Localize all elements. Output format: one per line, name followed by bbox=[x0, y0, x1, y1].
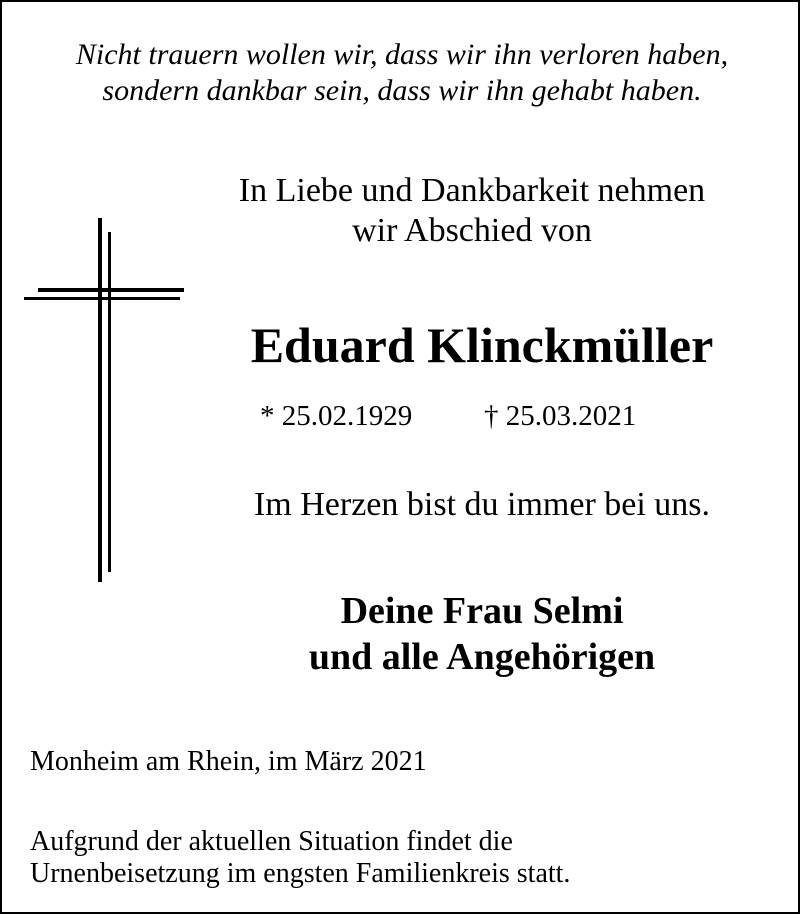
birth-date: * 25.02.1929 bbox=[260, 400, 413, 432]
death-date: † 25.03.2021 bbox=[484, 400, 637, 432]
quote-line-2: sondern dankbar sein, dass wir ihn gehabt haben. bbox=[102, 74, 702, 107]
notice-line-1: Aufgrund der aktuellen Situation findet die bbox=[30, 826, 513, 857]
deceased-name: Eduard Klinckmüller bbox=[250, 317, 714, 373]
motto: Im Herzen bist du immer bei uns. bbox=[253, 486, 711, 523]
cross-icon bbox=[24, 218, 184, 584]
signers-line-2: und alle Angehörigen bbox=[308, 636, 656, 678]
quote-line-1: Nicht trauern wollen wir, dass wir ihn verloren haben, bbox=[75, 38, 729, 71]
intro-line-1: In Liebe und Dankbarkeit nehmen bbox=[238, 172, 706, 209]
intro-line-2: wir Abschied von bbox=[352, 212, 592, 249]
place-date: Monheim am Rhein, im März 2021 bbox=[30, 746, 427, 777]
notice-line-2: Urnenbeisetzung im engsten Familienkreis statt. bbox=[30, 858, 571, 889]
signers-line-1: Deine Frau Selmi bbox=[340, 590, 624, 632]
